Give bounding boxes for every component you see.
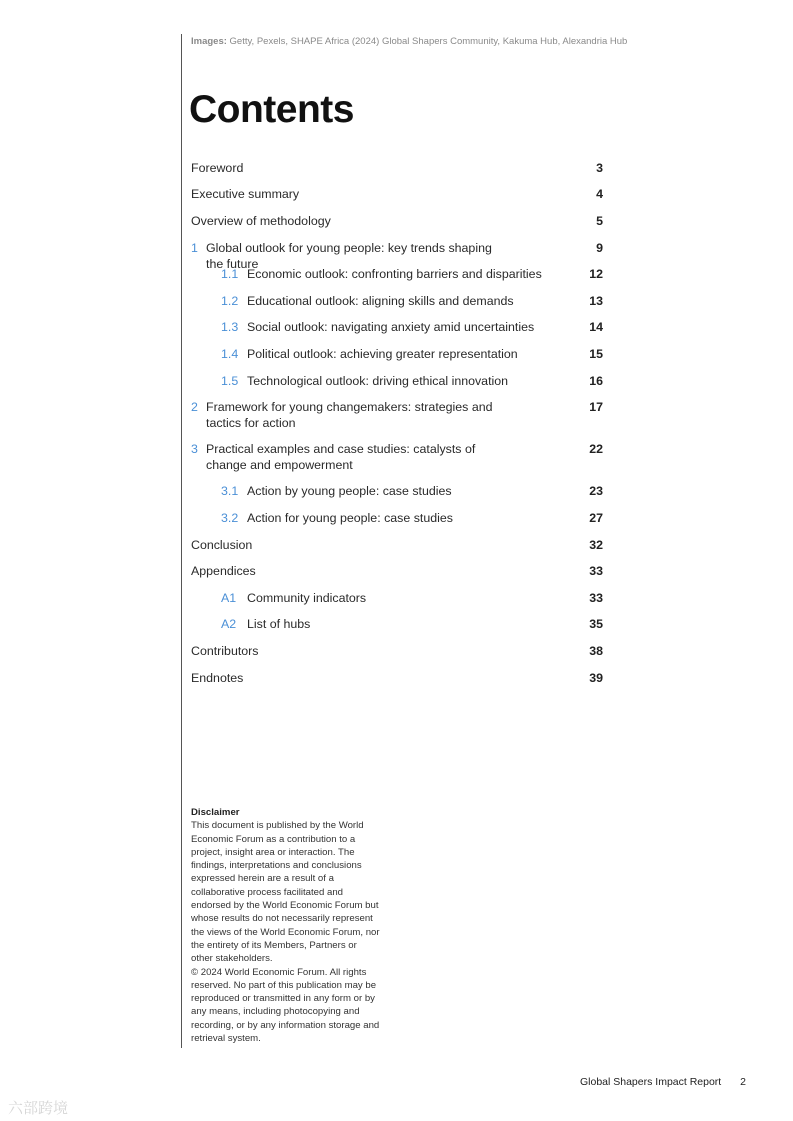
toc-entry-number: 2	[191, 400, 198, 414]
toc-entry-page: 27	[589, 511, 603, 525]
page-title: Contents	[189, 88, 354, 131]
copyright-notice: © 2024 World Economic Forum. All rights reserved. No part of this publication may be reproduced or transmitted in any form or by any means, including photocopying and recording, or by any information storage and retrieval system.	[191, 966, 380, 1045]
toc-entry-title: Educational outlook: aligning skills and demands	[247, 294, 514, 308]
disclaimer	[191, 806, 381, 1045]
toc-entry-page: 33	[589, 564, 603, 578]
toc-entry-title: Global outlook for young people: key trends shaping the future	[206, 241, 492, 271]
toc-entry-title: Action for young people: case studies	[247, 511, 453, 525]
toc-entry-page: 23	[589, 484, 603, 498]
toc-entry-number: A2	[221, 617, 237, 631]
toc-entry-page: 33	[589, 591, 603, 605]
toc-entry-number: A1	[221, 591, 237, 605]
image-credits	[191, 36, 627, 47]
disclaimer-heading: Disclaimer	[191, 807, 240, 818]
image-credits-text: Getty, Pexels, SHAPE Africa (2024) Global Shapers Community, Kakuma Hub, Alexandria Hub	[229, 36, 628, 47]
toc-entry-page: 14	[589, 320, 603, 334]
toc-entry-title: Practical examples and case studies: catalysts of change and empowerment	[206, 442, 476, 472]
toc-entry-number: 1.2	[221, 294, 239, 308]
toc-entry-page: 38	[589, 644, 603, 658]
toc-entry-title: Overview of methodology	[191, 214, 331, 228]
page-footer	[580, 1076, 746, 1088]
toc-entry-number: 1.1	[221, 267, 239, 281]
toc-entry-page: 3	[596, 161, 603, 175]
toc-entry-title: Social outlook: navigating anxiety amid uncertainties	[247, 320, 535, 334]
toc-entry-page: 4	[596, 187, 603, 201]
toc-entry-number: 3.1	[221, 484, 239, 498]
toc-entry-title: Economic outlook: confronting barriers and disparities	[247, 267, 542, 281]
toc-entry-title: Conclusion	[191, 538, 253, 552]
toc-entry-page: 16	[589, 374, 603, 388]
margin-rule	[181, 34, 182, 1048]
toc-entry-number: 3.2	[221, 511, 239, 525]
toc-entry-title: Framework for young changemakers: strategies and tactics for action	[206, 400, 493, 430]
toc-entry-number: 1	[191, 241, 198, 255]
toc-entry-title: Technological outlook: driving ethical innovation	[247, 374, 509, 388]
toc-entry-number: 1.5	[221, 374, 239, 388]
toc-entry-page: 39	[589, 671, 603, 685]
toc-entry-title: List of hubs	[247, 617, 311, 631]
toc-entry-page: 13	[589, 294, 603, 308]
toc-entry-title: Political outlook: achieving greater representation	[247, 347, 518, 361]
toc-entry-page: 12	[589, 267, 603, 281]
toc-entry-page: 15	[589, 347, 603, 361]
watermark-logo: 六部跨境	[8, 1100, 69, 1117]
image-credits-label: Images:	[191, 36, 227, 47]
toc-entry-number: 1.4	[221, 347, 239, 361]
toc-entry-number: 1.3	[221, 320, 239, 334]
page-number: 2	[740, 1076, 746, 1088]
toc-entry-page: 32	[589, 538, 603, 552]
toc-entry-title: Foreword	[191, 161, 244, 175]
toc-entry-title: Executive summary	[191, 187, 300, 201]
toc-entry-page: 9	[596, 241, 603, 255]
report-name: Global Shapers Impact Report	[579, 1076, 722, 1088]
toc-entry-page: 5	[596, 214, 603, 228]
toc-entry-title: Action by young people: case studies	[247, 484, 452, 498]
toc-entry-title: Community indicators	[247, 591, 367, 605]
toc-entry-page: 35	[589, 617, 603, 631]
toc-entry-number: 3	[191, 442, 198, 456]
toc-entry-page: 22	[589, 442, 603, 456]
toc-entry-page: 17	[589, 400, 603, 414]
disclaimer-body: This document is published by the World Economic Forum as a contribution to a project, insight area or interaction. The findings, interpretations and conclusions expressed herein are a result of a collaborative process facilitated and endorsed by the World Economic Forum but whose results do not necessarily represent the views of the World Economic Forum, nor the entirety of its Members, Partners or other stakeholders.	[191, 820, 380, 965]
toc-entry-title: Endnotes	[191, 671, 244, 685]
toc-entry-title: Contributors	[191, 644, 259, 658]
toc-entry-title: Appendices	[191, 564, 256, 578]
